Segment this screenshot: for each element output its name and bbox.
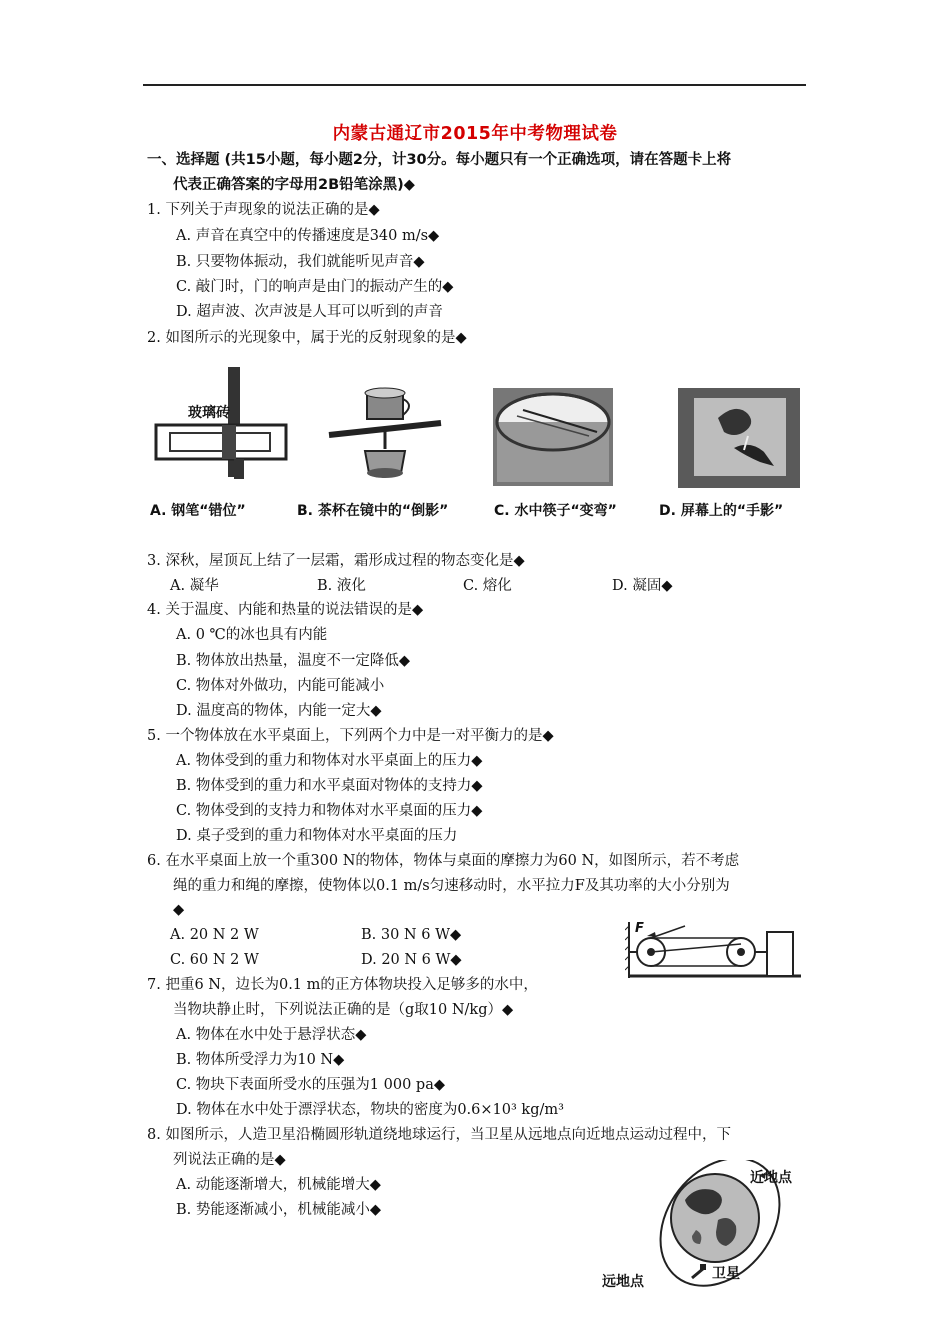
question-6-stem-line3: ◆ xyxy=(173,902,185,918)
question-5-option-c: C. 物体受到的支持力和物体对水平桌面的压力◆ xyxy=(176,803,483,819)
question-5-option-d: D. 桌子受到的重力和物体对水平桌面的压力 xyxy=(176,828,458,844)
question-6-option-b: B. 30 N 6 W◆ xyxy=(361,927,462,943)
question-1-option-b: B. 只要物体振动，我们就能听见声音◆ xyxy=(176,254,425,270)
header-rule xyxy=(143,84,806,86)
question-3-option-d: D. 凝固◆ xyxy=(612,578,673,594)
question-7-stem-line1: 7. 把重6 N，边长为0.1 m的正方体物块投入足够多的水中， xyxy=(147,977,538,993)
figure-chopsticks-water xyxy=(493,388,613,486)
satellite-label: 卫星 xyxy=(712,1266,740,1282)
question-1-option-c: C. 敲门时，门的响声是由门的振动产生的◆ xyxy=(176,279,454,295)
question-1-option-d: D. 超声波、次声波是人耳可以听到的声音 xyxy=(176,304,443,320)
question-6-option-d: D. 20 N 6 W◆ xyxy=(361,952,462,968)
question-7-stem-line2: 当物块静止时，下列说法正确的是（g取10 N/kg）◆ xyxy=(173,1002,514,1018)
question-4-stem: 4. 关于温度、内能和热量的说法错误的是◆ xyxy=(147,602,424,618)
question-3-option-b: B. 液化 xyxy=(317,578,366,594)
question-3-option-a: A. 凝华 xyxy=(170,578,219,594)
section-heading-line1: 一、选择题 (共15小题，每小题2分，计30分。每小题只有一个正确选项，请在答题卡上将 xyxy=(147,152,732,168)
question-5-option-a: A. 物体受到的重力和物体对水平桌面上的压力◆ xyxy=(176,753,483,769)
figure-cup-mirror xyxy=(325,375,445,485)
question-8-stem-line1: 8. 如图所示，人造卫星沿椭圆形轨道绕地球运行，当卫星从远地点向近地点运动过程中，下 xyxy=(147,1127,731,1143)
figure-caption-a: A. 钢笔“错位” xyxy=(150,503,246,519)
page-title: 内蒙古通辽市2015年中考物理试卷 xyxy=(332,124,618,144)
apogee-label: 远地点 xyxy=(602,1274,644,1290)
question-4-option-a: A. 0 ℃的冰也具有内能 xyxy=(176,627,328,643)
question-6-option-c: C. 60 N 2 W xyxy=(170,952,259,968)
perigee-label: 近地点 xyxy=(750,1170,792,1186)
figure-pulley-block xyxy=(625,918,805,980)
question-6-stem-line2: 绳的重力和绳的摩擦，使物体以0.1 m/s匀速移动时，水平拉力F及其功率的大小分别为 xyxy=(173,878,730,894)
figure-hand-shadow xyxy=(678,388,800,488)
question-8-option-b: B. 势能逐渐减小，机械能减小◆ xyxy=(176,1202,382,1218)
question-4-option-c: C. 物体对外做功，内能可能减小 xyxy=(176,678,385,694)
question-3-stem: 3. 深秋，屋顶瓦上结了一层霜，霜形成过程的物态变化是◆ xyxy=(147,553,525,569)
question-7-option-d: D. 物体在水中处于漂浮状态，物块的密度为0.6×10³ kg/m³ xyxy=(176,1102,564,1118)
question-2-stem: 2. 如图所示的光现象中，属于光的反射现象的是◆ xyxy=(147,330,467,346)
question-3-option-c: C. 熔化 xyxy=(463,578,512,594)
question-8-stem-line2: 列说法正确的是◆ xyxy=(173,1152,286,1168)
question-8-option-a: A. 动能逐渐增大，机械能增大◆ xyxy=(176,1177,381,1193)
question-1-option-a: A. 声音在真空中的传播速度是340 m/s◆ xyxy=(176,228,440,244)
question-6-option-a: A. 20 N 2 W xyxy=(170,927,259,943)
force-label: F xyxy=(635,921,644,936)
figure-caption-b: B. 茶杯在镜中的“倒影” xyxy=(297,503,449,519)
question-1-stem: 1. 下列关于声现象的说法正确的是◆ xyxy=(147,202,380,218)
figure-caption-c: C. 水中筷子“变弯” xyxy=(494,503,617,519)
question-7-option-b: B. 物体所受浮力为10 N◆ xyxy=(176,1052,345,1068)
question-5-stem: 5. 一个物体放在水平桌面上，下列两个力中是一对平衡力的是◆ xyxy=(147,728,554,744)
question-6-stem-line1: 6. 在水平桌面上放一个重300 N的物体，物体与桌面的摩擦力为60 N，如图所示，若不考虑 xyxy=(147,853,740,869)
question-7-option-c: C. 物块下表面所受水的压强为1 000 pa◆ xyxy=(176,1077,445,1093)
figure-pen-glass-brick xyxy=(150,365,290,485)
figure-caption-d: D. 屏幕上的“手影” xyxy=(659,503,784,519)
section-heading-line2: 代表正确答案的字母用2B铅笔涂黑)◆ xyxy=(173,177,415,193)
glass-brick-label: 玻璃砖 xyxy=(188,405,230,421)
question-4-option-d: D. 温度高的物体，内能一定大◆ xyxy=(176,703,382,719)
question-7-option-a: A. 物体在水中处于悬浮状态◆ xyxy=(176,1027,367,1043)
question-5-option-b: B. 物体受到的重力和水平桌面对物体的支持力◆ xyxy=(176,778,483,794)
question-4-option-b: B. 物体放出热量，温度不一定降低◆ xyxy=(176,653,411,669)
figure-satellite-orbit xyxy=(600,1160,810,1290)
